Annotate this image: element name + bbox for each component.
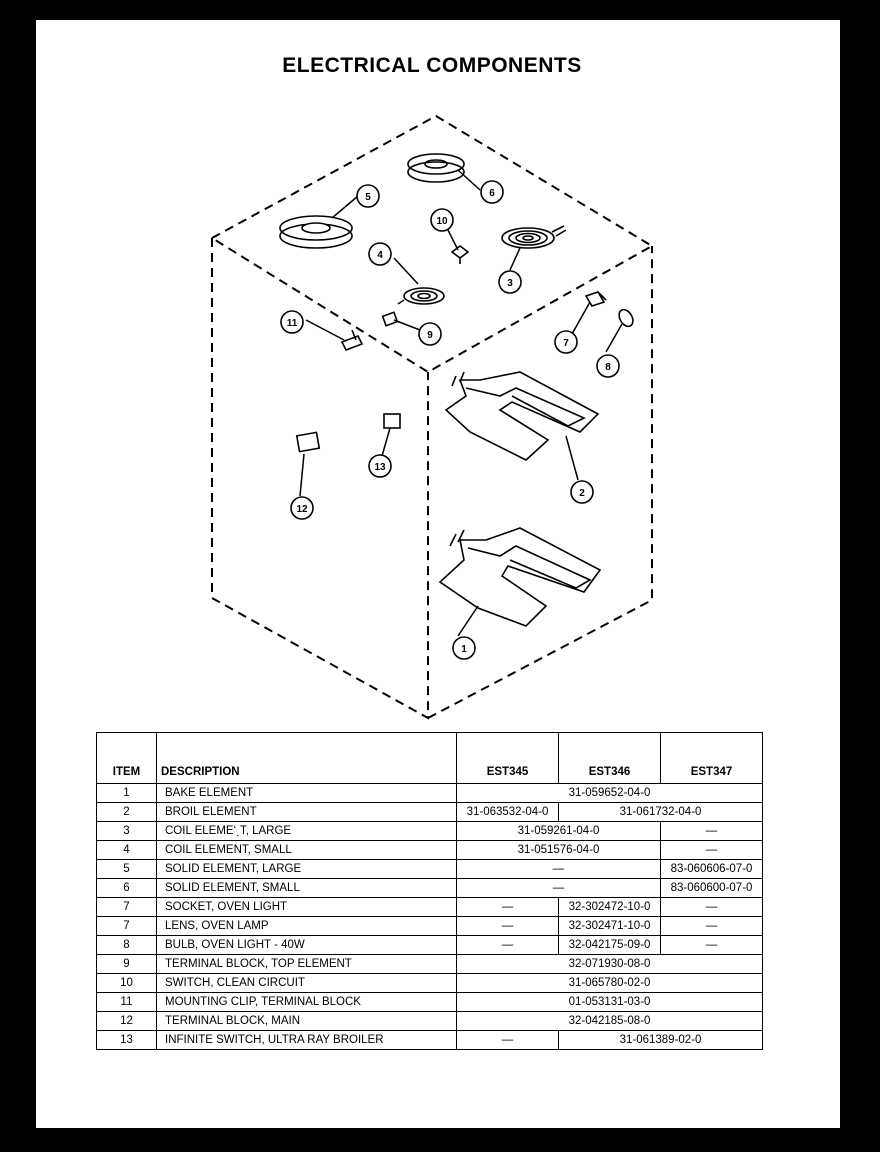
callout-13 [369,455,391,477]
broil-element-icon [446,372,598,460]
bake-element-icon [440,528,600,626]
item-number: 7 [97,917,157,936]
item-description: TERMINAL BLOCK, TOP ELEMENT [157,955,457,974]
solid-element-large-icon [280,216,352,248]
table-row [97,822,763,841]
callout-3 [499,271,521,293]
part-number-cell: — [457,1031,559,1050]
clean-circuit-switch-icon [452,246,468,264]
part-number-cell: 01-053131-03-0 [457,993,763,1012]
callout-6 [481,181,503,203]
item-number: 2 [97,803,157,822]
header-model-est345: EST345 [457,733,559,784]
part-number-cell: 83-060606-07-0 [661,860,763,879]
table-header-row [97,733,763,784]
item-number: 11 [97,993,157,1012]
item-description: COIL ELEMEʻˎT, LARGE [157,822,457,841]
part-number-cell: — [457,936,559,955]
part-number-cell: 31-065780-02-0 [457,974,763,993]
part-number-cell: 32-042175-09-0 [559,936,661,955]
part-number-cell: 83-060600-07-0 [661,879,763,898]
item-number: 7 [97,898,157,917]
callout-10 [431,209,453,231]
item-number: 4 [97,841,157,860]
item-number: 9 [97,955,157,974]
svg-text:8: 8 [605,362,611,373]
part-number-cell: 31-061389-02-0 [559,1031,763,1050]
item-number: 3 [97,822,157,841]
page-title: ELECTRICAL COMPONENTS [282,54,582,77]
mounting-clip-icon [342,330,362,350]
header-item: ITEM [97,733,157,784]
part-number-cell: — [457,860,661,879]
callout-2 [571,481,593,503]
table-row [97,1031,763,1050]
terminal-block-main-icon [297,432,319,451]
table-row [97,841,763,860]
table-row [97,898,763,917]
table-row [97,1012,763,1031]
item-description: LENS, OVEN LAMP [157,917,457,936]
item-description: INFINITE SWITCH, ULTRA RAY BROILER [157,1031,457,1050]
coil-element-large-icon [502,226,566,248]
item-description: BROIL ELEMENT [157,803,457,822]
item-description: MOUNTING CLIP, TERMINAL BLOCK [157,993,457,1012]
part-number-cell: — [661,898,763,917]
item-description: SOLID ELEMENT, SMALL [157,879,457,898]
callout-5 [357,185,379,207]
item-description: TERMINAL BLOCK, MAIN [157,1012,457,1031]
callout-7 [555,331,577,353]
header-model-est346: EST346 [559,733,661,784]
table-row [97,955,763,974]
solid-element-small-icon [408,154,464,182]
parts-table-body [97,784,763,1050]
callout-12 [291,497,313,519]
part-number-cell: 31-059261-04-0 [457,822,661,841]
terminal-block-top-icon [383,312,398,326]
oven-bulb-icon [616,307,635,329]
svg-text:9: 9 [427,330,433,341]
coil-element-small-icon [398,288,444,304]
svg-text:2: 2 [579,488,585,499]
table-row [97,803,763,822]
part-number-cell: — [457,879,661,898]
item-number: 10 [97,974,157,993]
part-number-cell: — [661,936,763,955]
svg-text:10: 10 [436,216,448,227]
header-model-est347: EST347 [661,733,763,784]
part-number-cell: 32-302471-10-0 [559,917,661,936]
callout-9 [419,323,441,345]
table-row [97,974,763,993]
item-description: COIL ELEMENT, SMALL [157,841,457,860]
item-number: 6 [97,879,157,898]
part-number-cell: 31-063532-04-0 [457,803,559,822]
table-row [97,879,763,898]
table-row [97,993,763,1012]
part-number-cell: 32-302472-10-0 [559,898,661,917]
part-number-cell: 31-061732-04-0 [559,803,763,822]
item-number: 13 [97,1031,157,1050]
part-number-cell: — [457,917,559,936]
item-number: 5 [97,860,157,879]
callout-leaders [300,170,622,636]
svg-text:11: 11 [286,318,298,329]
item-number: 1 [97,784,157,803]
svg-text:6: 6 [489,188,495,199]
table-row [97,784,763,803]
part-number-cell: — [661,917,763,936]
component-parts [280,154,636,626]
part-number-cell: — [661,822,763,841]
callout-4 [369,243,391,265]
item-number: 8 [97,936,157,955]
parts-table [96,732,763,1050]
svg-text:13: 13 [374,462,386,473]
item-number: 12 [97,1012,157,1031]
svg-text:5: 5 [365,192,371,203]
part-number-cell: 32-071930-08-0 [457,955,763,974]
svg-text:7: 7 [563,338,569,349]
svg-text:3: 3 [507,278,513,289]
callout-11 [281,311,303,333]
infinite-switch-icon [384,414,400,428]
header-description: DESCRIPTION [157,733,457,784]
svg-text:1: 1 [461,644,467,655]
table-row [97,936,763,955]
table-row [97,917,763,936]
part-number-cell: 31-051576-04-0 [457,841,661,860]
part-number-cell: 32-042185-08-0 [457,1012,763,1031]
svg-text:12: 12 [296,504,308,515]
table-row [97,860,763,879]
item-description: BAKE ELEMENT [157,784,457,803]
item-description: SOLID ELEMENT, LARGE [157,860,457,879]
item-description: BULB, OVEN LIGHT - 40W [157,936,457,955]
svg-text:4: 4 [377,250,383,261]
part-number-cell: 31-059652-04-0 [457,784,763,803]
item-description: SWITCH, CLEAN CIRCUIT [157,974,457,993]
part-number-cell: — [661,841,763,860]
item-description: SOCKET, OVEN LIGHT [157,898,457,917]
part-number-cell: — [457,898,559,917]
callout-1 [453,637,475,659]
callout-8 [597,355,619,377]
